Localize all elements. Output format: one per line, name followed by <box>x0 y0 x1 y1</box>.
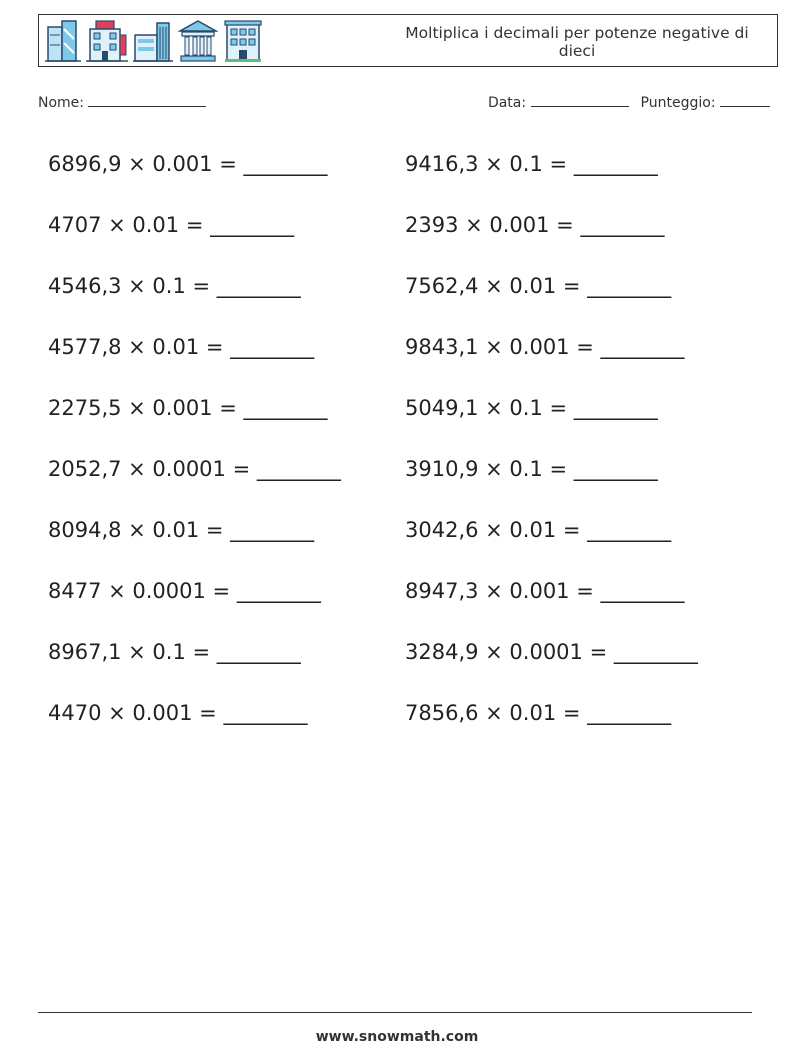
footer-url: www.snowmath.com <box>315 1029 479 1045</box>
office-building-icon <box>133 19 173 63</box>
header-icons <box>45 19 263 63</box>
date-blank <box>531 94 629 107</box>
problem-item: 7562,4 × 0.01 = ________ <box>405 274 672 298</box>
problem-item: 7856,6 × 0.01 = ________ <box>405 701 672 725</box>
skyscraper-icon <box>45 19 81 63</box>
footer-divider <box>38 1012 752 1013</box>
apartment-building-icon <box>223 19 263 63</box>
problem-item: 3910,9 × 0.1 = ________ <box>405 457 658 481</box>
problem-item: 4577,8 × 0.01 = ________ <box>48 335 315 359</box>
date-score-fields <box>488 94 770 111</box>
problem-grid <box>48 144 768 754</box>
worksheet-title: Moltiplica i decimali per potenze negative di dieci <box>405 24 749 60</box>
problem-item: 2275,5 × 0.001 = ________ <box>48 396 328 420</box>
problem-item: 5049,1 × 0.1 = ________ <box>405 396 658 420</box>
score-field <box>641 94 770 111</box>
problem-item: 3284,9 × 0.0001 = ________ <box>405 640 698 664</box>
problem-item: 6896,9 × 0.001 = ________ <box>48 152 328 176</box>
bank-icon <box>178 19 218 63</box>
problem-item: 4470 × 0.001 = ________ <box>48 701 308 725</box>
score-label: Punteggio: <box>640 95 716 111</box>
hotel-icon <box>86 19 128 63</box>
name-field <box>38 94 206 111</box>
problem-item: 3042,6 × 0.01 = ________ <box>405 518 672 542</box>
problem-item: 8477 × 0.0001 = ________ <box>48 579 321 603</box>
problem-item: 4546,3 × 0.1 = ________ <box>48 274 301 298</box>
problem-item: 2393 × 0.001 = ________ <box>405 213 665 237</box>
problem-item: 2052,7 × 0.0001 = ________ <box>48 457 341 481</box>
problem-item: 8094,8 × 0.01 = ________ <box>48 518 315 542</box>
problem-item: 4707 × 0.01 = ________ <box>48 213 295 237</box>
problem-item: 8947,3 × 0.001 = ________ <box>405 579 685 603</box>
problem-item: 8967,1 × 0.1 = ________ <box>48 640 301 664</box>
problem-item: 9416,3 × 0.1 = ________ <box>405 152 658 176</box>
date-label: Data: <box>487 95 527 111</box>
worksheet-header <box>38 14 778 67</box>
name-label: Nome: <box>38 95 85 111</box>
problem-item: 9843,1 × 0.001 = ________ <box>405 335 685 359</box>
name-blank <box>88 94 206 107</box>
date-field <box>488 94 629 111</box>
score-blank <box>720 94 770 107</box>
